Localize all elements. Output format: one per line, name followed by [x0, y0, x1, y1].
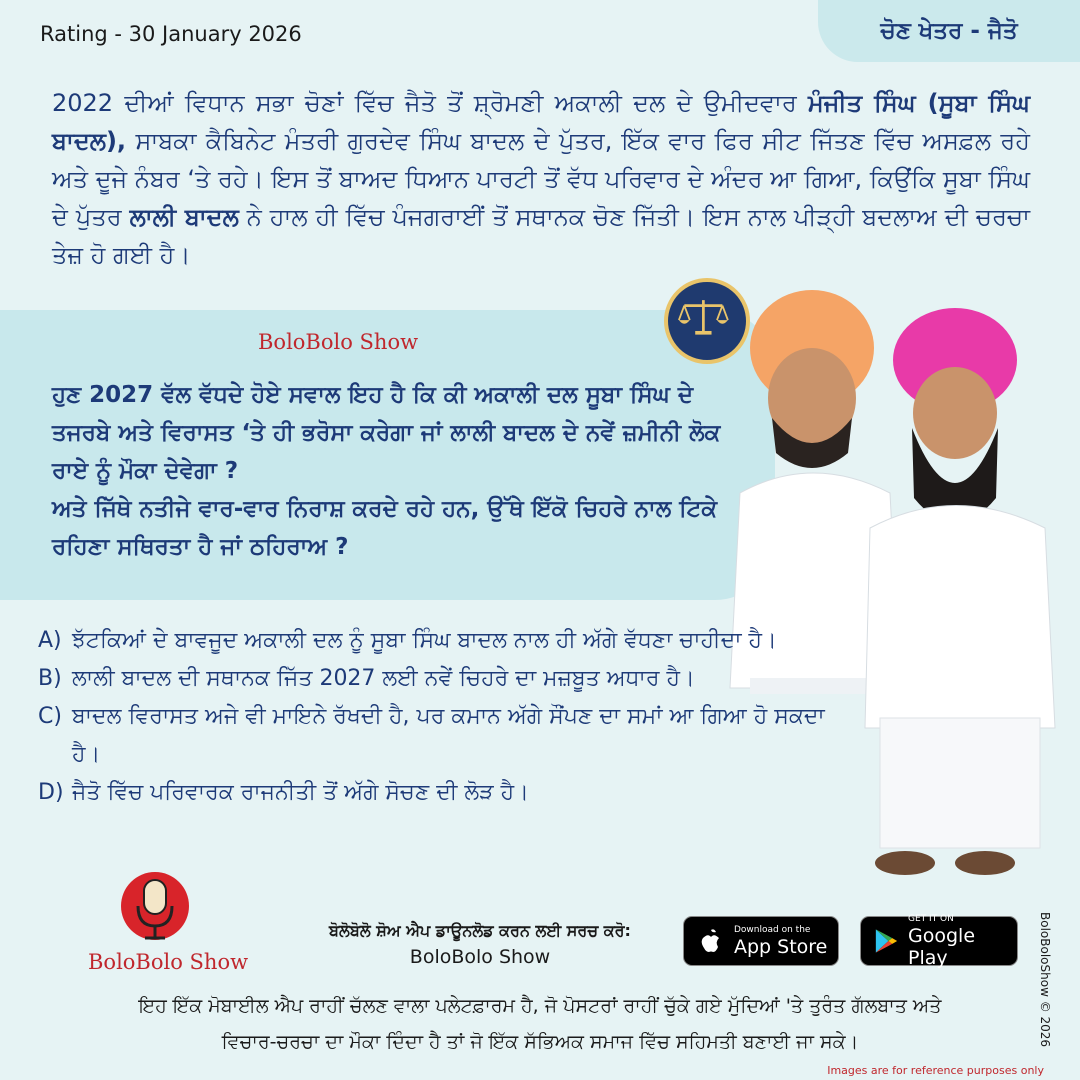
app-search-name: BoloBolo Show [409, 946, 551, 968]
intro-bold-name-2: ਲਾਲੀ ਬਾਦਲ [129, 203, 239, 231]
rating-date: Rating - 30 January 2026 [40, 22, 302, 46]
intro-text-1: 2022 ਦੀਆਂ ਵਿਧਾਨ ਸਭਾ ਚੋਣਾਂ ਵਿੱਚ ਜੈਤੋ ਤੋਂ ਸ਼੍ਰੋਮਣੀ ਅਕਾਲੀ ਦਲ ਦੇ ਉਮੀਦਵਾਰ [52, 89, 809, 117]
app-search-instruction: ਬੋਲੋਬੋਲੋ ਸ਼ੋਅ ਐਪ ਡਾਊਨਲੋਡ ਕਰਨ ਲਈ ਸਰਚ ਕਰੋ: [329, 921, 631, 940]
copyright-credit: BoloBoloShow © 2026 [1038, 912, 1052, 1048]
footer-line-2: ਵਿਚਾਰ-ਚਰਚਾ ਦਾ ਮੌਕਾ ਦਿੰਦਾ ਹੈ ਤਾਂ ਜੋ ਇੱਕ ਸੱਭਿਅਕ ਸਮਾਜ ਵਿੱਚ ਸਹਿਮਤੀ ਬਣਾਈ ਜਾ ਸਕੇ। [221, 1031, 859, 1053]
option-c[interactable] [38, 698, 828, 774]
google-play-icon [871, 926, 900, 956]
poll-options [38, 622, 828, 812]
footer-line-1: ਇਹ ਇੱਕ ਮੋਬਾਈਲ ਐਪ ਰਾਹੀਂ ਚੱਲਣ ਵਾਲਾ ਪਲੇਟਫ਼ਾਰਮ ਹੈ, ਜੋ ਪੋਸਟਰਾਂ ਰਾਹੀਂ ਚੁੱਕੇ ਗਏ ਮੁੱਦਿਆਂ 'ਤੇ ਤੁਰੰਤ ਗੱਲਬਾਤ ਅਤੇ [138, 995, 942, 1017]
brand-logo-text: BoloBolo Show [258, 330, 419, 354]
image-disclaimer: Images are for reference purposes only [827, 1064, 1044, 1077]
poll-question [52, 376, 752, 566]
option-d[interactable] [38, 774, 828, 812]
app-store-big-text: App Store [734, 935, 828, 958]
scales-of-justice-icon [664, 278, 750, 364]
option-a[interactable] [38, 622, 828, 660]
google-play-button[interactable] [860, 913, 1018, 969]
platform-description [40, 988, 1040, 1060]
app-store-small-text: Download on the [734, 924, 811, 935]
option-text: ਲਾਲੀ ਬਾਦਲ ਦੀ ਸਥਾਨਕ ਜਿੱਤ 2027 ਲਈ ਨਵੇਂ ਚਿਹਰੇ ਦਾ ਮਜ਼ਬੂਤ ਅਧਾਰ ਹੈ। [72, 666, 695, 691]
option-b[interactable] [38, 660, 828, 698]
option-letter: B) [38, 666, 62, 691]
brand-logo-text-bottom: BoloBolo Show [88, 950, 249, 974]
question-line-2: ਅਤੇ ਜਿੱਥੇ ਨਤੀਜੇ ਵਾਰ-ਵਾਰ ਨਿਰਾਸ਼ ਕਰਦੇ ਰਹੇ ਹਨ, ਉੱਥੇ ਇੱਕੋ ਚਿਹਰੇ ਨਾਲ ਟਿਕੇ ਰਹਿਣਾ ਸਥਿਰਤਾ ਹੈ ਜਾਂ ਠਹਿਰਾਅ ? [52, 496, 718, 560]
microphone-icon [118, 866, 192, 954]
app-store-button[interactable] [683, 916, 839, 966]
intro-paragraph [52, 84, 1030, 274]
question-line-1: ਹੁਣ 2027 ਵੱਲ ਵੱਧਦੇ ਹੋਏ ਸਵਾਲ ਇਹ ਹੈ ਕਿ ਕੀ ਅਕਾਲੀ ਦਲ ਸੂਬਾ ਸਿੰਘ ਦੇ ਤਜਰਬੇ ਅਤੇ ਵਿਰਾਸਤ ‘ਤੇ ਹੀ ਭਰੋਸਾ ਕਰੇਗਾ ਜਾਂ ਲਾਲੀ ਬਾਦਲ ਦੇ ਨਵੇਂ ਜ਼ਮੀਨੀ ਲੋਕ ਰਾਏ ਨੂੰ ਮੌਕਾ ਦੇਵੇਗਾ ? [52, 382, 721, 484]
option-text: ਜੈਤੋ ਵਿੱਚ ਪਰਿਵਾਰਕ ਰਾਜਨੀਤੀ ਤੋਂ ਅੱਗੇ ਸੋਚਣ ਦੀ ਲੋੜ ਹੈ। [72, 780, 529, 805]
google-play-small-text: GET IT ON [908, 913, 954, 924]
intro-text-3: ਨੇ ਹਾਲ ਹੀ ਵਿੱਚ ਪੰਜਗਰਾਈਂ ਤੋਂ ਸਥਾਨਕ ਚੋਣ ਜਿੱਤੀ। ਇਸ ਨਾਲ ਪੀੜ੍ਹੀ ਬਦਲਾਅ ਦੀ ਚਰਚਾ ਤੇਜ਼ ਹੋ ਗਈ ਹੈ। [52, 203, 1030, 269]
option-text: ਝੱਟਕਿਆਂ ਦੇ ਬਾਵਜੂਦ ਅਕਾਲੀ ਦਲ ਨੂੰ ਸੂਬਾ ਸਿੰਘ ਬਾਦਲ ਨਾਲ ਹੀ ਅੱਗੇ ਵੱਧਣਾ ਚਾਹੀਦਾ ਹੈ। [72, 628, 777, 653]
option-letter: D) [38, 780, 64, 805]
google-play-big-text: Google Play [908, 924, 976, 969]
option-letter: A) [38, 628, 62, 653]
constituency-label: ਚੋਣ ਖੇਤਰ - ਜੈਤੋ [818, 0, 1080, 62]
apple-icon [694, 924, 728, 958]
option-letter: C) [38, 704, 62, 729]
intro-text-2: ਸਾਬਕਾ ਕੈਬਿਨੇਟ ਮੰਤਰੀ ਗੁਰਦੇਵ ਸਿੰਘ ਬਾਦਲ ਦੇ ਪੁੱਤਰ, ਇੱਕ ਵਾਰ ਫਿਰ ਸੀਟ ਜਿੱਤਣ ਵਿੱਚ ਅਸਫ਼ਲ ਰਹੇ ਅਤੇ ਦੂਜੇ ਨੰਬਰ ‘ਤੇ ਰਹੇ। ਇਸ ਤੋਂ ਬਾਅਦ ਧਿਆਨ ਪਾਰਟੀ ਤੋਂ ਵੱਧ ਪਰਿਵਾਰ ਦੇ ਅੰਦਰ ਆ ਗਿਆ, ਕਿਉਂਕਿ ਸੂਬਾ ਸਿੰਘ ਦੇ ਪੁੱਤਰ [52, 127, 1030, 231]
intro-bold-name-1: ਮੰਜੀਤ ਸਿੰਘ (ਸੂਬਾ ਸਿੰਘ ਬਾਦਲ), [52, 89, 1030, 155]
option-text: ਬਾਦਲ ਵਿਰਾਸਤ ਅਜੇ ਵੀ ਮਾਇਨੇ ਰੱਖਦੀ ਹੈ, ਪਰ ਕਮਾਨ ਅੱਗੇ ਸੌਂਪਣ ਦਾ ਸਮਾਂ ਆ ਗਿਆ ਹੋ ਸਕਦਾ ਹੈ। [72, 704, 825, 767]
